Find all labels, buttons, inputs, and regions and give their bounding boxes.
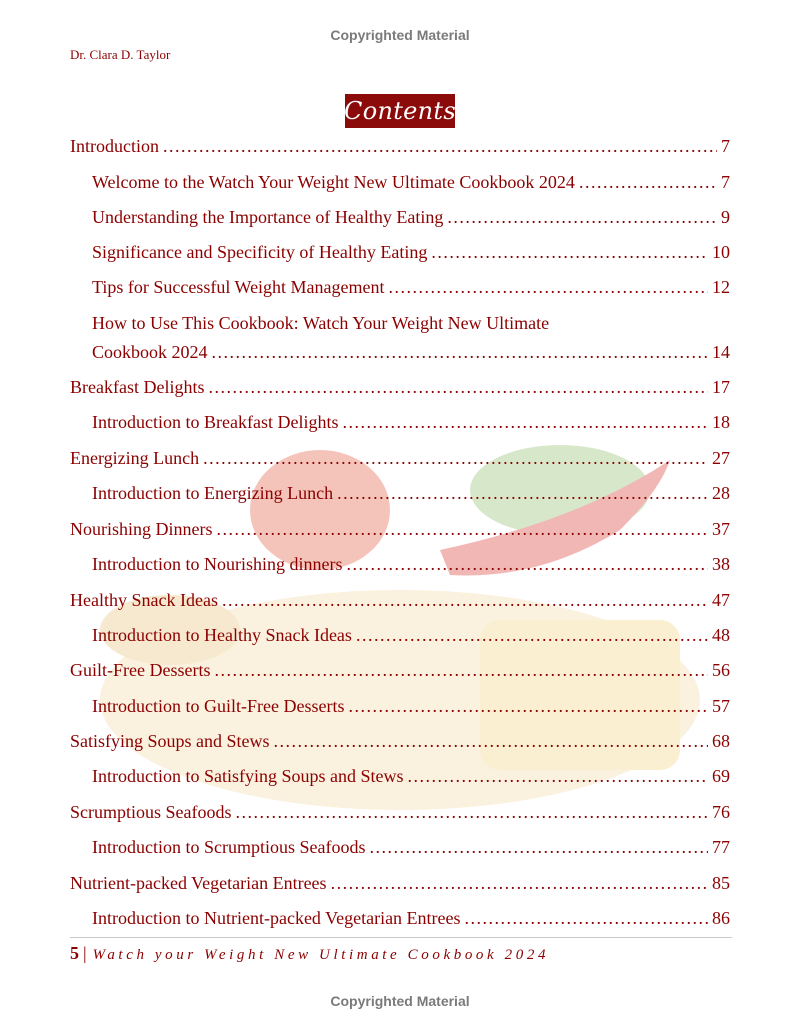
toc-entry-title: Introduction to Satisfying Soups and Stews [92,766,404,786]
toc-entry[interactable] [70,589,730,611]
toc-entry-page: 27 [712,448,730,468]
toc-entry-title: Tips for Successful Weight Management [92,277,385,297]
dot-leader [408,765,709,787]
toc-entry-title: Understanding the Importance of Healthy Eating [92,207,444,227]
toc-entry-title: Introduction to Healthy Snack Ideas [92,625,352,645]
dot-leader [208,376,708,398]
toc-entry[interactable] [92,241,730,263]
toc-entry[interactable] [70,872,730,894]
dot-leader [274,730,708,752]
page-number: 5 [70,943,79,963]
toc-entry-title: Nourishing Dinners [70,519,213,539]
toc-entry-page: 38 [712,554,730,574]
toc-entry-title: Welcome to the Watch Your Weight New Ultimate Cookbook 2024 [92,172,575,192]
toc-entry-title: Introduction to Breakfast Delights [92,412,339,432]
toc-entry-page: 18 [712,412,730,432]
toc-entry-page: 69 [712,766,730,786]
dot-leader [369,836,708,858]
toc-entry-page: 7 [721,136,730,156]
toc-entry-page: 56 [712,660,730,680]
toc-entry-title: Guilt-Free Desserts [70,660,211,680]
toc-entry-page: 10 [712,242,730,262]
footer-separator: | [83,943,87,963]
toc-entry-page: 7 [721,172,730,192]
toc-entry-title: Energizing Lunch [70,448,200,468]
dot-leader [203,447,708,469]
toc-entry-page: 85 [712,873,730,893]
toc-entry-page: 68 [712,731,730,751]
dot-leader [236,801,709,823]
dot-leader [163,135,717,157]
copyright-watermark-bottom: Copyrighted Material [330,993,470,1009]
toc-entry[interactable] [70,376,730,398]
toc-entry[interactable] [92,482,730,504]
dot-leader [447,206,717,228]
toc-entry-page: 12 [712,277,730,297]
dot-leader [222,589,708,611]
toc-entry-page: 28 [712,483,730,503]
footer-divider [70,937,732,938]
toc-entry-page: 48 [712,625,730,645]
dot-leader [331,872,708,894]
toc-entry-page: 76 [712,802,730,822]
copyright-watermark-top: Copyrighted Material [330,27,470,43]
toc-entry-page: 9 [721,207,730,227]
toc-entry[interactable] [92,171,730,193]
toc-entry-page: 77 [712,837,730,857]
toc-entry[interactable] [70,518,730,540]
dot-leader [348,695,708,717]
toc-entry-title: Nutrient-packed Vegetarian Entrees [70,873,327,893]
toc-entry[interactable] [70,447,730,469]
toc-entry-title: Introduction [70,136,159,156]
toc-entry[interactable] [70,730,730,752]
toc-entry[interactable] [70,801,730,823]
contents-heading: Contents [345,94,455,128]
toc-entry[interactable] [92,836,730,858]
toc-entry-title: Introduction to Energizing Lunch [92,483,334,503]
toc-entry[interactable] [70,135,730,157]
toc-entry[interactable] [92,624,730,646]
toc-entry-title: Introduction to Nourishing dinners [92,554,343,574]
toc-entry-page: 14 [712,342,730,362]
author-header: Dr. Clara D. Taylor [70,47,171,62]
toc-entry-title: Breakfast Delights [70,377,205,397]
dot-leader [337,482,708,504]
toc-entry[interactable] [92,765,730,787]
toc-entry-title-line2: Cookbook 2024 [92,342,208,362]
dot-leader [356,624,708,646]
toc-entry-title: Introduction to Guilt-Free Desserts [92,696,345,716]
dot-leader [431,241,708,263]
dot-leader [579,171,717,193]
toc-entry[interactable] [92,206,730,228]
dot-leader [346,553,708,575]
toc-entry-title: Significance and Specificity of Healthy Eating [92,242,428,262]
toc-entry-page: 37 [712,519,730,539]
toc-entry-title: Scrumptious Seafoods [70,802,232,822]
dot-leader [212,341,708,363]
dot-leader [217,518,709,540]
toc-entry[interactable] [92,553,730,575]
toc-entry-page: 17 [712,377,730,397]
toc-entry-title: Satisfying Soups and Stews [70,731,270,751]
page-footer [70,943,549,964]
dot-leader [465,907,708,929]
footer-book-title: Watch your Weight New Ultimate Cookbook 2024 [92,947,550,963]
dot-leader [342,411,708,433]
toc-entry[interactable] [92,276,730,298]
toc-entry-page: 47 [712,590,730,610]
toc-entry[interactable] [92,312,730,363]
toc-entry[interactable] [92,907,730,929]
toc-entry-title: Introduction to Nutrient-packed Vegetarian Entrees [92,908,461,928]
dot-leader [214,659,708,681]
toc-entry[interactable] [70,659,730,681]
toc-entry-title: Healthy Snack Ideas [70,590,218,610]
toc-entry-title-line1: How to Use This Cookbook: Watch Your Weight New Ultimate [92,313,550,333]
dot-leader [389,276,708,298]
toc-entry[interactable] [92,695,730,717]
toc-entry-page: 86 [712,908,730,928]
toc-entry[interactable] [92,411,730,433]
toc-entry-title: Introduction to Scrumptious Seafoods [92,837,366,857]
toc-entry-page: 57 [712,696,730,716]
